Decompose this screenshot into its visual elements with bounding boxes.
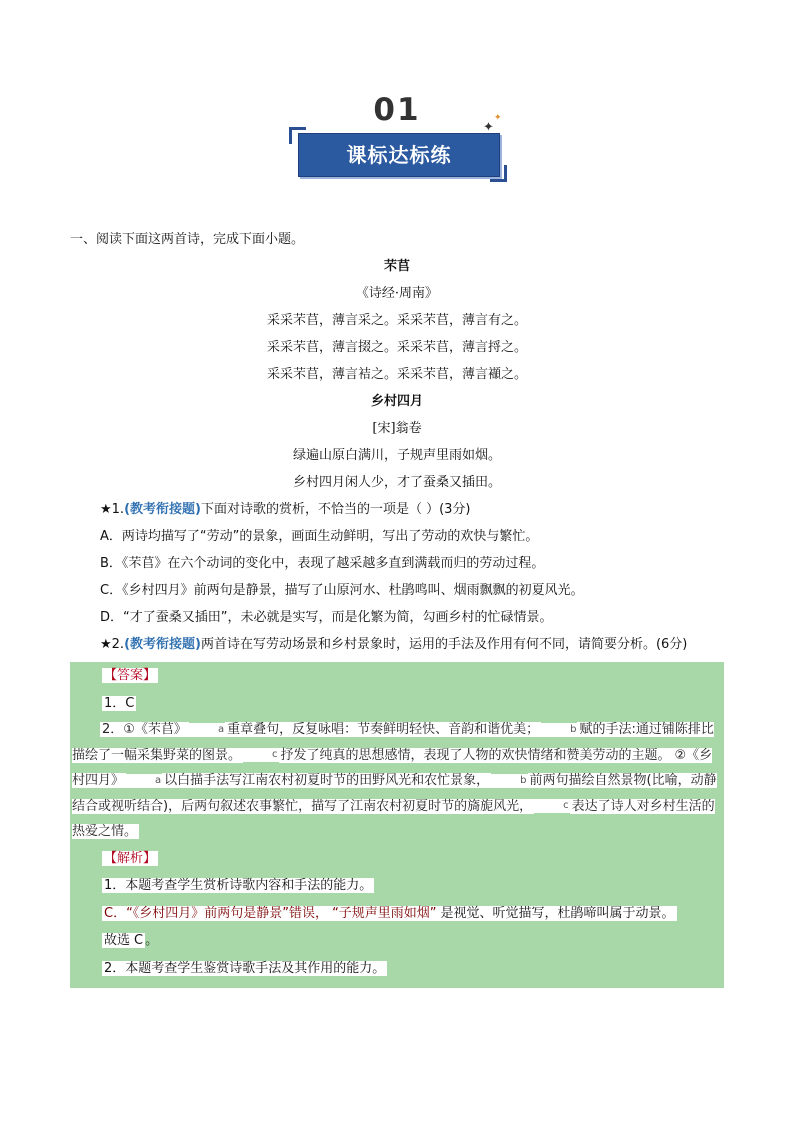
answer2-prefix: 2．①《芣苢》 (102, 722, 187, 737)
mark-a: a (189, 723, 225, 737)
analysis-c-row (72, 900, 722, 928)
analysis2: 2．本题考查学生鉴赏诗歌手法及其作用的能力。 (104, 960, 386, 976)
analysis1-row (72, 872, 722, 900)
mark-c: c (243, 748, 279, 762)
question1-text: 下面对诗歌的赏析，不恰当的一项是（ ）(3分) (200, 502, 471, 517)
question2-text: 两首诗在写劳动场景和乡村景象时，运用的手法及作用有何不同，请简要分析。(6分) (200, 637, 688, 652)
answer2-seg1: 重章叠句，反复咏唱：节奏鲜明轻快、音韵和谐优美； (227, 722, 540, 737)
answer2-seg5: 前两句描绘自然景物(比喻，动静结合或视听结合)，后两句叙述农事繁忙，描写了江南农村初夏时节的旖旎风光， (72, 773, 717, 814)
analysis-c-end-suffix: 。 (145, 933, 159, 948)
analysis-c-prefix: C．“《乡村四月》前两句是静景”错误， (104, 905, 329, 921)
poem1-line: 采采芣苢，薄言采之。采采芣苢，薄言有之。 (266, 313, 527, 328)
answer-analysis-block (70, 662, 724, 988)
mark-c: c (534, 799, 570, 813)
section-banner-title: 课标达标练 (298, 133, 500, 177)
question1-option-d: D．“才了蚕桑又插田”，未必就是实写，而是化繁为简，勾画乡村的忙碌情景。 (100, 610, 553, 625)
answer-label: 【答案】 (104, 668, 157, 683)
poem1-title: 芣苢 (383, 259, 410, 274)
analysis2-row (72, 955, 722, 983)
question1-stem (70, 496, 724, 523)
question1-tag: (教考衔接题) (124, 502, 201, 517)
poem1-source: 《诗经·周南》 (355, 286, 439, 301)
answer2-seg2: 赋的手法:通过铺陈排比描绘了一幅采集野菜的图景。 (72, 722, 714, 763)
answer2-seg4: 以白描手法写江南农村初夏时节的田野风光和农忙景象， (164, 773, 490, 788)
mark-b: b (541, 723, 577, 737)
analysis-c-quote: “子规声里雨如烟” (332, 905, 437, 921)
analysis-c-end-row (72, 927, 722, 955)
answer2-seg3: 抒发了纯真的思想感情，表现了人物的欢快情绪和赞美劳动的主题。 (280, 747, 671, 763)
poem2-line: 绿遍山原白满川，子规声里雨如烟。 (292, 448, 501, 463)
poem2-author: [宋]翁卷 (372, 421, 422, 436)
question1-number: ★1. (100, 502, 125, 517)
section-header (0, 0, 794, 200)
answer2-seg6: 表达了诗人对乡村生活的热爱之情。 (72, 798, 715, 839)
sparkle-icon: ✦ (483, 120, 494, 135)
question2-tag: (教考衔接题) (124, 637, 201, 652)
analysis-label: 【解析】 (104, 850, 157, 866)
poem1-line: 采采芣苢，薄言掇之。采采芣苢，薄言捋之。 (266, 340, 527, 355)
instruction: 一、阅读下面这两首诗，完成下面小题。 (70, 232, 305, 247)
poem2-line: 乡村四月闲人少，才了蚕桑又插田。 (292, 475, 501, 490)
question1-option-a: A．两诗均描写了“劳动”的景象，画面生动鲜明，写出了劳动的欢快与繁忙。 (100, 529, 539, 544)
answer1: 1．C (104, 695, 135, 711)
mark-a: a (126, 774, 162, 788)
analysis-c-end-letter: C (134, 933, 144, 948)
question2-number: ★2. (100, 637, 125, 652)
answer2-part2-prefix: ②《乡村四月》 (72, 747, 713, 788)
answer1-row (72, 690, 722, 718)
exercise-content (70, 226, 724, 988)
analysis-c-end-prefix: 故选 (104, 933, 131, 948)
question2-stem (70, 631, 724, 658)
question1-option-c: C．《乡村四月》前两句是静景，描写了山原河水、杜鹃鸣叫、烟雨飘飘的初夏风光。 (100, 583, 584, 598)
analysis1: 1．本题考查学生赏析诗歌内容和手法的能力。 (104, 878, 373, 893)
poem1-line: 采采芣苢，薄言袺之。采采芣苢，薄言襭之。 (266, 367, 527, 382)
question1-option-b: B．《芣苢》在六个动词的变化中，表现了越采越多直到满载而归的劳动过程。 (100, 556, 545, 571)
answer-label-row (72, 662, 722, 690)
poem2-title: 乡村四月 (370, 394, 423, 409)
sparkle-icon-small: ✦ (494, 113, 502, 123)
analysis-c-rest: 是视觉、听觉描写，杜鹃啼叫属于动景。 (440, 905, 675, 921)
analysis-label-row (72, 845, 722, 873)
mark-b: b (491, 774, 527, 788)
answer2 (72, 717, 722, 845)
section-number: 01 (373, 92, 421, 128)
